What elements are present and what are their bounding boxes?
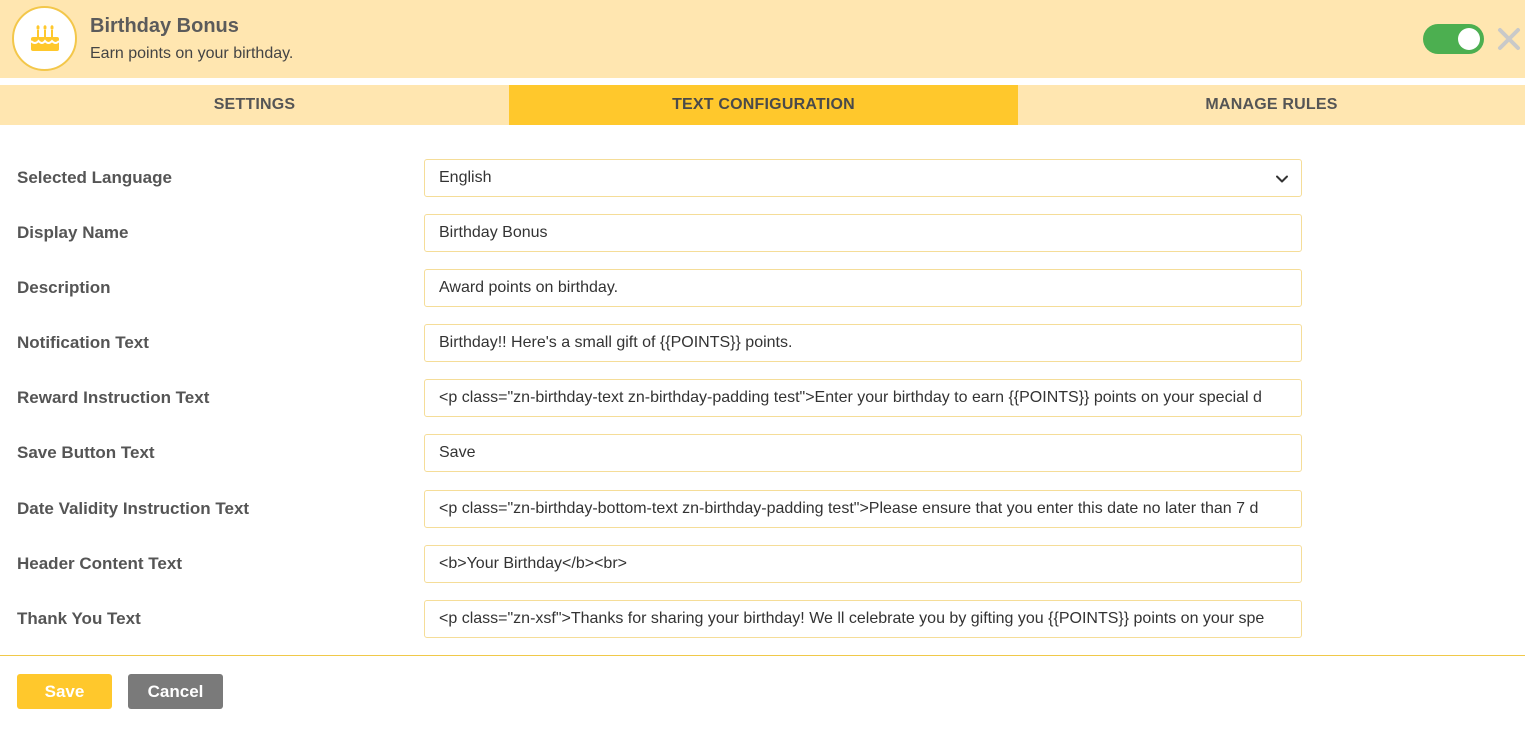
tab-bar <box>0 85 1525 125</box>
save-button-text-label: Save Button Text <box>17 443 155 462</box>
tab-text-configuration[interactable]: TEXT CONFIGURATION <box>509 85 1018 125</box>
date-validity-instruction-text-label: Date Validity Instruction Text <box>17 499 250 518</box>
display-name-value: Birthday Bonus <box>439 224 548 241</box>
tab-settings[interactable]: SETTINGS <box>213 96 296 113</box>
thank-you-text-value: <p class="zn-xsf">Thanks for sharing your birthday! We ll celebrate you by gifting you {{POINTS}} points on your spe <box>439 610 1265 627</box>
save-button[interactable]: Save <box>17 674 112 709</box>
header-content-text-value: <b>Your Birthday</b><br> <box>439 555 627 572</box>
module-header <box>0 0 1525 78</box>
toggle-knob <box>1458 28 1480 50</box>
thank-you-text-label: Thank You Text <box>17 609 141 628</box>
reward-instruction-text-label: Reward Instruction Text <box>17 388 210 407</box>
save-button-text-row <box>0 434 1525 472</box>
display-name-input[interactable] <box>424 214 1302 252</box>
reward-instruction-text-value: <p class="zn-birthday-text zn-birthday-padding test">Enter your birthday to earn {{POINTS}} points on your special d <box>439 389 1262 406</box>
thank-you-text-row <box>0 600 1525 638</box>
reward-instruction-text-input[interactable] <box>424 379 1302 417</box>
header-content-text-input[interactable] <box>424 545 1302 583</box>
reward-instruction-text-row <box>0 379 1525 417</box>
language-select[interactable] <box>424 159 1302 197</box>
date-validity-instruction-text-value: <p class="zn-birthday-bottom-text zn-birthday-padding test">Please ensure that you enter this date no later than 7 d <box>439 500 1259 517</box>
notification-text-input[interactable] <box>424 324 1302 362</box>
notification-text-row <box>0 324 1525 362</box>
enable-toggle[interactable] <box>1423 24 1484 54</box>
notification-text-label: Notification Text <box>17 333 149 352</box>
thank-you-text-input[interactable] <box>424 600 1302 638</box>
cancel-button[interactable]: Cancel <box>128 674 223 709</box>
description-label: Description <box>17 278 111 297</box>
birthday-cake-icon <box>12 6 77 71</box>
selected-language-row <box>0 159 1525 197</box>
display-name-label: Display Name <box>17 223 129 242</box>
description-row <box>0 269 1525 307</box>
language-select-value: English <box>439 169 492 186</box>
footer-divider <box>0 655 1525 656</box>
selected-language-label: Selected Language <box>17 168 172 187</box>
notification-text-value: Birthday!! Here's a small gift of {{POINTS}} points. <box>439 334 793 351</box>
header-content-text-row <box>0 545 1525 583</box>
save-button-text-value: Save <box>439 444 476 461</box>
description-input[interactable] <box>424 269 1302 307</box>
page-subtitle: Earn points on your birthday. <box>90 45 294 62</box>
page-title: Birthday Bonus <box>90 15 239 37</box>
close-icon[interactable] <box>1495 25 1523 53</box>
description-value: Award points on birthday. <box>439 279 619 296</box>
header-content-text-label: Header Content Text <box>17 554 182 573</box>
display-name-row <box>0 214 1525 252</box>
date-validity-instruction-text-row <box>0 490 1525 528</box>
save-button-text-input[interactable] <box>424 434 1302 472</box>
tab-manage-rules[interactable]: MANAGE RULES <box>1205 96 1338 113</box>
date-validity-instruction-text-input[interactable] <box>424 490 1302 528</box>
chevron-down-icon <box>1275 172 1289 186</box>
